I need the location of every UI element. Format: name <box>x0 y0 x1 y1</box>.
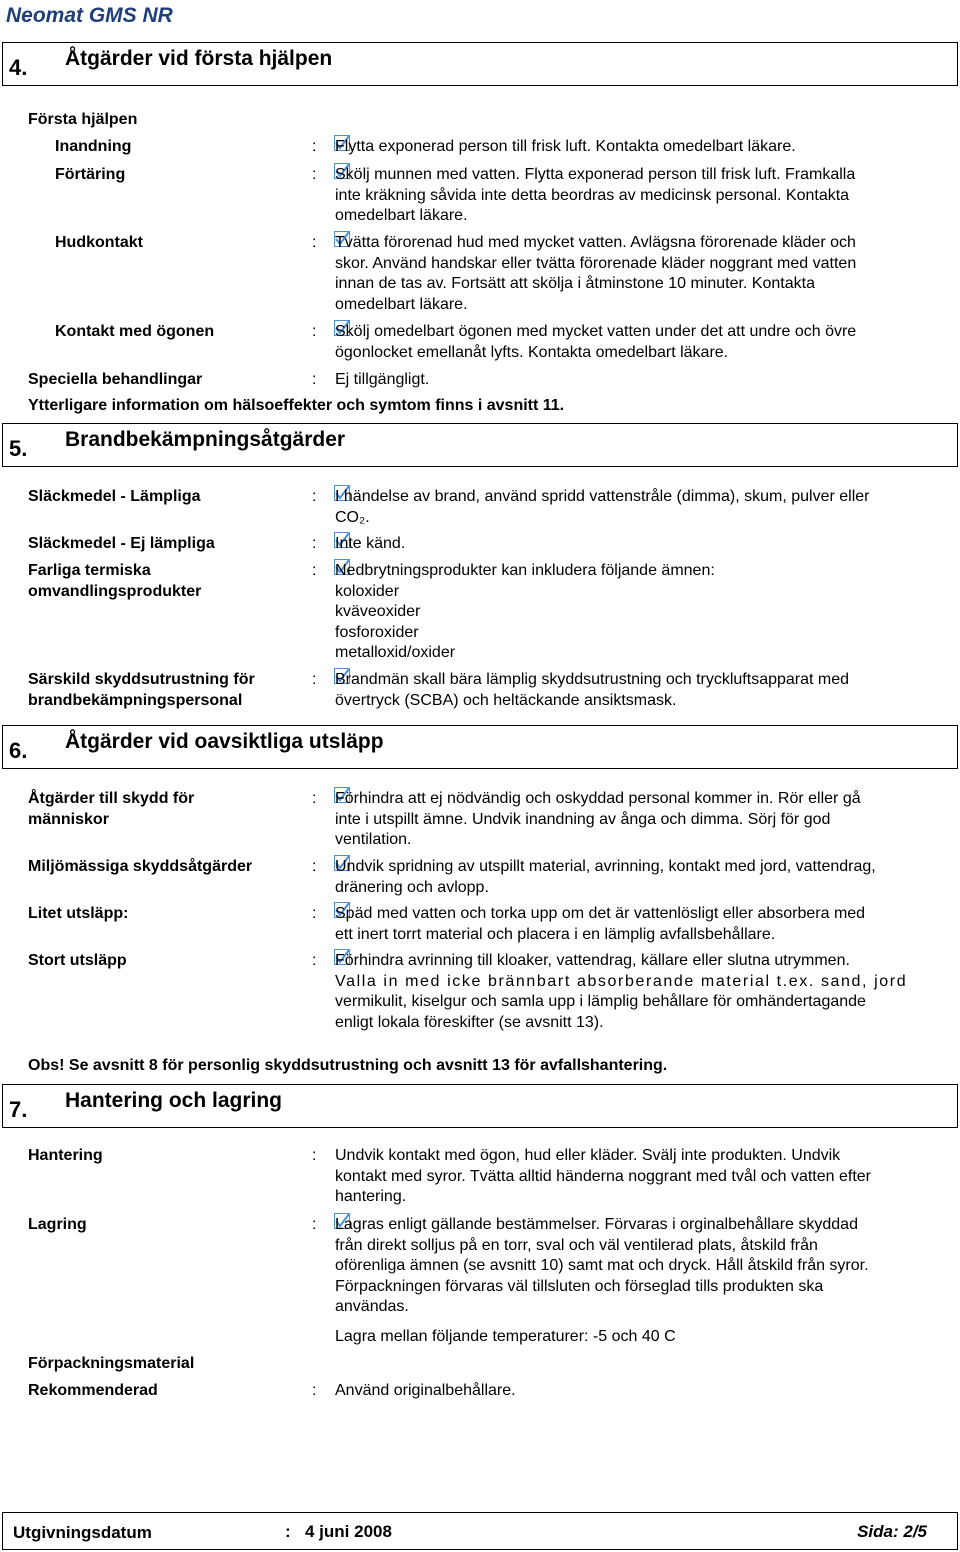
colon: : <box>285 1522 291 1541</box>
label-recommended: Rekommenderad <box>28 1382 158 1399</box>
label-storage: Lagring <box>28 1216 87 1233</box>
colon: : <box>312 671 317 688</box>
line: vermikulit, kiselgur och samla upp i lämplig behållare för omhändertagande <box>335 993 866 1010</box>
value-environmental-precautions <box>335 857 958 898</box>
label-skin-contact: Hudkontakt <box>55 234 143 251</box>
value-hazardous-decomposition <box>335 561 958 664</box>
line: ögonlocket emellanåt lyfts. Kontakta omedelbart läkare. <box>335 343 729 361</box>
group-label-first-aid: Första hjälpen <box>28 111 138 128</box>
line: Förhindra avrinning till kloaker, vattendrag, källare eller slutna utrymmen. <box>335 952 850 969</box>
footer <box>2 1512 958 1550</box>
colon: : <box>312 790 317 807</box>
section-number: 7. <box>9 1097 28 1122</box>
line: innan de tas av. Fortsätt att skölja i åtminstone 10 minuter. Kontakta <box>335 275 815 292</box>
line: omedelbart läkare. <box>335 295 468 313</box>
colon: : <box>312 905 317 922</box>
value-firefighter-equipment <box>335 670 958 711</box>
line: enligt lokala föreskifter (se avsnitt 13). <box>335 1013 604 1031</box>
line: övertryck (SCBA) och heltäckande ansiktsmask. <box>335 691 677 709</box>
colon: : <box>312 562 317 579</box>
line: kväveoxider <box>335 603 421 620</box>
line: Åtgärder till skydd för <box>28 790 195 807</box>
section-5-header <box>2 423 958 467</box>
value-suitable-media <box>335 487 958 528</box>
section-title: Brandbekämpningsåtgärder <box>65 428 346 451</box>
colon: : <box>312 858 317 875</box>
line: hantering. <box>335 1188 407 1205</box>
section-title: Åtgärder vid första hjälpen <box>65 47 333 70</box>
colon: : <box>312 1382 317 1399</box>
line: inte kräkning såvida inte detta beordras av medicinsk personal. Kontakta <box>335 186 850 204</box>
line: omvandlingsprodukter <box>28 582 202 600</box>
note-see-sections: Obs! Se avsnitt 8 för personlig skyddsutrustning och avsnitt 13 för avfallshantering. <box>28 1057 668 1074</box>
label-small-spill: Litet utsläpp: <box>28 905 129 922</box>
line: Skölj munnen med vatten. Flytta exponerad person till frisk luft. Framkalla <box>335 166 856 183</box>
section-title: Åtgärder vid oavsiktliga utsläpp <box>65 730 384 753</box>
label-special-treatment: Speciella behandlingar <box>28 371 203 388</box>
line: Undvik kontakt med ögon, hud eller kläder. Svälj inte produkten. Undvik <box>335 1147 841 1164</box>
line: metalloxid/oxider <box>335 644 456 661</box>
label-eye-contact: Kontakt med ögonen <box>55 323 215 340</box>
line: oförenliga ämnen (se avsnitt 10) samt mat och dryck. Håll åtskild från syror. <box>335 1257 869 1274</box>
value-personal-precautions <box>335 789 958 851</box>
line: Nedbrytningsprodukter kan inkludera följande ämnen: <box>335 562 715 579</box>
label-ingestion: Förtäring <box>55 166 126 183</box>
line: användas. <box>335 1298 409 1315</box>
line: från direkt solljus på en torr, sval och väl ventilerad plats, åtskild från <box>335 1236 818 1254</box>
colon: : <box>312 535 317 552</box>
value-recommended: Använd originalbehållare. <box>335 1382 516 1399</box>
colon: : <box>312 1147 317 1164</box>
value-unsuitable-media: Inte känd. <box>335 535 406 552</box>
label-suitable-media: Släckmedel - Lämpliga <box>28 488 201 505</box>
colon: : <box>312 138 317 155</box>
value-small-spill <box>335 904 958 945</box>
line: inte i utspillt ämne. Undvik inandning av ånga och dimma. Sörj för god <box>335 810 831 828</box>
colon: : <box>312 371 317 388</box>
section-4-header <box>2 42 958 86</box>
section-6-header <box>2 725 958 769</box>
section-7-header <box>2 1084 958 1128</box>
line: Undvik spridning av utspillt material, avrinning, kontakt med jord, vattendrag, <box>335 858 876 875</box>
colon: : <box>312 488 317 505</box>
line: omedelbart läkare. <box>335 207 468 224</box>
label-large-spill: Stort utsläpp <box>28 952 127 969</box>
label-firefighter-equipment <box>28 670 255 711</box>
label-packaging-material: Förpackningsmaterial <box>28 1355 195 1372</box>
colon: : <box>312 166 317 183</box>
label-environmental-precautions: Miljömässiga skyddsåtgärder <box>28 858 253 875</box>
issue-date-value: 4 juni 2008 <box>305 1522 392 1541</box>
line: Lagras enligt gällande bestämmelser. Förvaras i orginalbehållare skyddad <box>335 1216 858 1233</box>
line: människor <box>28 810 109 828</box>
label-handling: Hantering <box>28 1147 103 1164</box>
note-health-effects: Ytterligare information om hälsoeffekter och symtom finns i avsnitt 11. <box>28 397 565 414</box>
label-personal-precautions <box>28 789 194 830</box>
colon: : <box>312 1216 317 1233</box>
line: Späd med vatten och torka upp om det är vattenlösligt eller absorbera med <box>335 905 866 922</box>
line: Särskild skyddsutrustning för <box>28 671 255 688</box>
line: ett inert torrt material och placera i en lämplig avfallsbehållare. <box>335 925 776 943</box>
value-handling <box>335 1146 958 1208</box>
page-number: Sida: 2/5 <box>857 1522 927 1541</box>
value-skin-contact <box>335 233 958 315</box>
line: Förhindra att ej nödvändig och oskyddad personal kommer in. Rör eller gå <box>335 790 861 807</box>
value-special-treatment: Ej tillgängligt. <box>335 371 430 388</box>
value-large-spill <box>335 951 958 1033</box>
line: fosforoxider <box>335 623 419 641</box>
label-unsuitable-media: Släckmedel - Ej lämpliga <box>28 535 215 552</box>
line: dränering och avlopp. <box>335 878 489 896</box>
label-inhalation: Inandning <box>55 138 132 155</box>
value-inhalation: Flytta exponerad person till frisk luft. Kontakta omedelbart läkare. <box>335 138 796 155</box>
line: kontakt med syror. Tvätta alltid händerna noggrant med tvål och vatten efter <box>335 1167 872 1185</box>
label-hazardous-decomposition <box>28 561 201 602</box>
value-storage-temperature: Lagra mellan följande temperaturer: -5 och 40 C <box>335 1328 676 1345</box>
line: Skölj omedelbart ögonen med mycket vatten under det att undre och övre <box>335 323 857 340</box>
line: Tvätta förorenad hud med mycket vatten. Avlägsna förorenade kläder och <box>335 234 856 251</box>
line: CO₂. <box>335 508 370 526</box>
value-eye-contact <box>335 322 958 363</box>
section-number: 5. <box>9 436 28 461</box>
line: koloxider <box>335 582 400 600</box>
line: brandbekämpningspersonal <box>28 691 243 709</box>
colon: : <box>312 234 317 251</box>
issue-date-label: Utgivningsdatum <box>13 1523 152 1542</box>
line: I händelse av brand, använd spridd vattenstråle (dimma), skum, pulver eller <box>335 488 870 505</box>
document-title: Neomat GMS NR <box>6 4 173 27</box>
line: skor. Använd handskar eller tvätta förorenade kläder noggrant med vatten <box>335 254 857 272</box>
line: Förpackningen förvaras väl tillsluten och förseglad tills produkten ska <box>335 1277 824 1295</box>
section-number: 6. <box>9 738 28 763</box>
section-number: 4. <box>9 55 28 80</box>
section-title: Hantering och lagring <box>65 1089 283 1112</box>
line: Valla in med icke brännbart absorberande material t.ex. sand, jord <box>335 972 908 990</box>
colon: : <box>312 323 317 340</box>
line: Farliga termiska <box>28 562 151 579</box>
value-storage <box>335 1215 958 1318</box>
line: ventilation. <box>335 831 412 848</box>
line: Brandmän skall bära lämplig skyddsutrustning och tryckluftsapparat med <box>335 671 850 688</box>
value-ingestion <box>335 165 958 227</box>
colon: : <box>312 952 317 969</box>
